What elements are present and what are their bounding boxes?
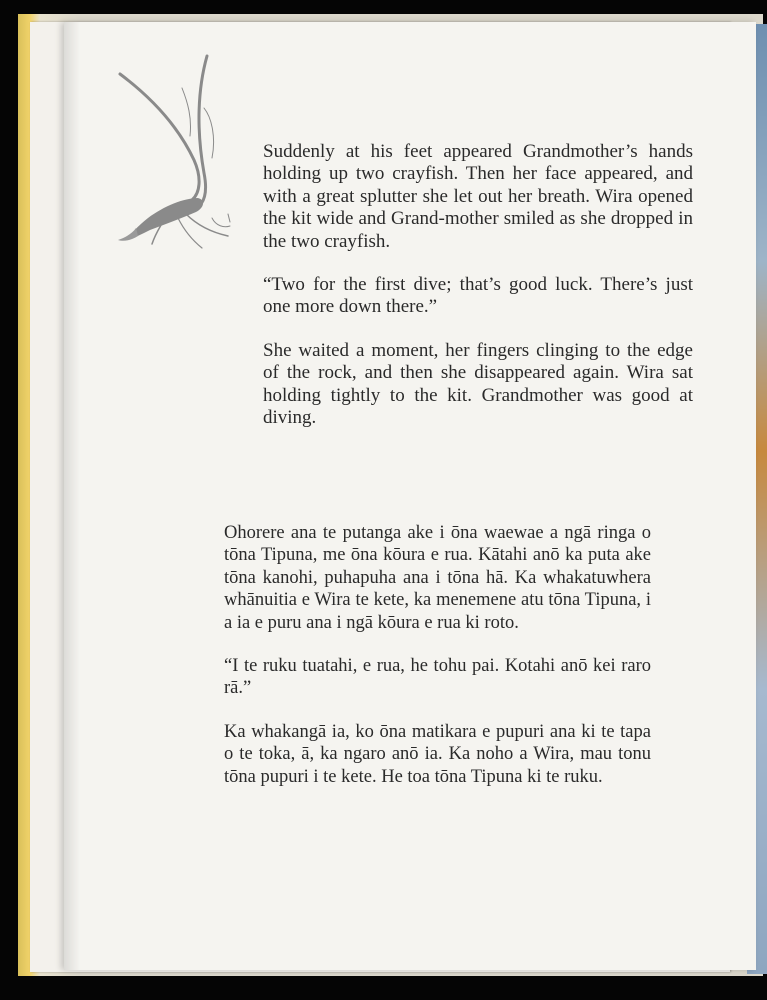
maori-text — [224, 522, 651, 788]
maori-paragraph: Ka whakangā ia, ko ōna matikara e pupuri ana ki te tapa o te toka, ā, ka ngaro anō ia. Ka noho a Wira, mau tonu tōna pupuri i te kete. He toa tōna Tipuna ki te ruku. — [224, 721, 651, 787]
english-paragraph: She waited a moment, her fingers clinging to the edge of the rock, and then she disappeared again. Wira sat holding tightly to the kit. Grandmother was good at diving. — [263, 339, 693, 429]
english-text — [263, 141, 693, 429]
maori-paragraph: “I te ruku tuatahi, e rua, he tohu pai. Kotahi anō kei raro rā.” — [224, 656, 651, 699]
page-gutter-shadow — [64, 22, 80, 970]
maori-paragraph: Ohorere ana te putanga ake i ōna waewae a ngā ringa o tōna Tipuna, me ōna kōura e rua. Kātahi anō ka puta ake tōna kanohi, puhapuha ana i tōna hā. Ka whakatuwhera whānuitia e Wira te kete, ka menemene atu tōna Tipuna, i a ia e puru ana i ngā kōura e rua ki roto. — [224, 523, 651, 633]
crayfish-illustration — [112, 48, 242, 258]
english-paragraph: Suddenly at his feet appeared Grandmother’s hands holding up two crayfish. Then her face appeared, and with a great splutter she let out her breath. Wira opened the kit wide and Grand-mother smiled as she dropped in the two crayfish. — [263, 141, 693, 252]
english-paragraph: “Two for the first dive; that’s good luck. There’s just one more down there.” — [263, 274, 693, 318]
